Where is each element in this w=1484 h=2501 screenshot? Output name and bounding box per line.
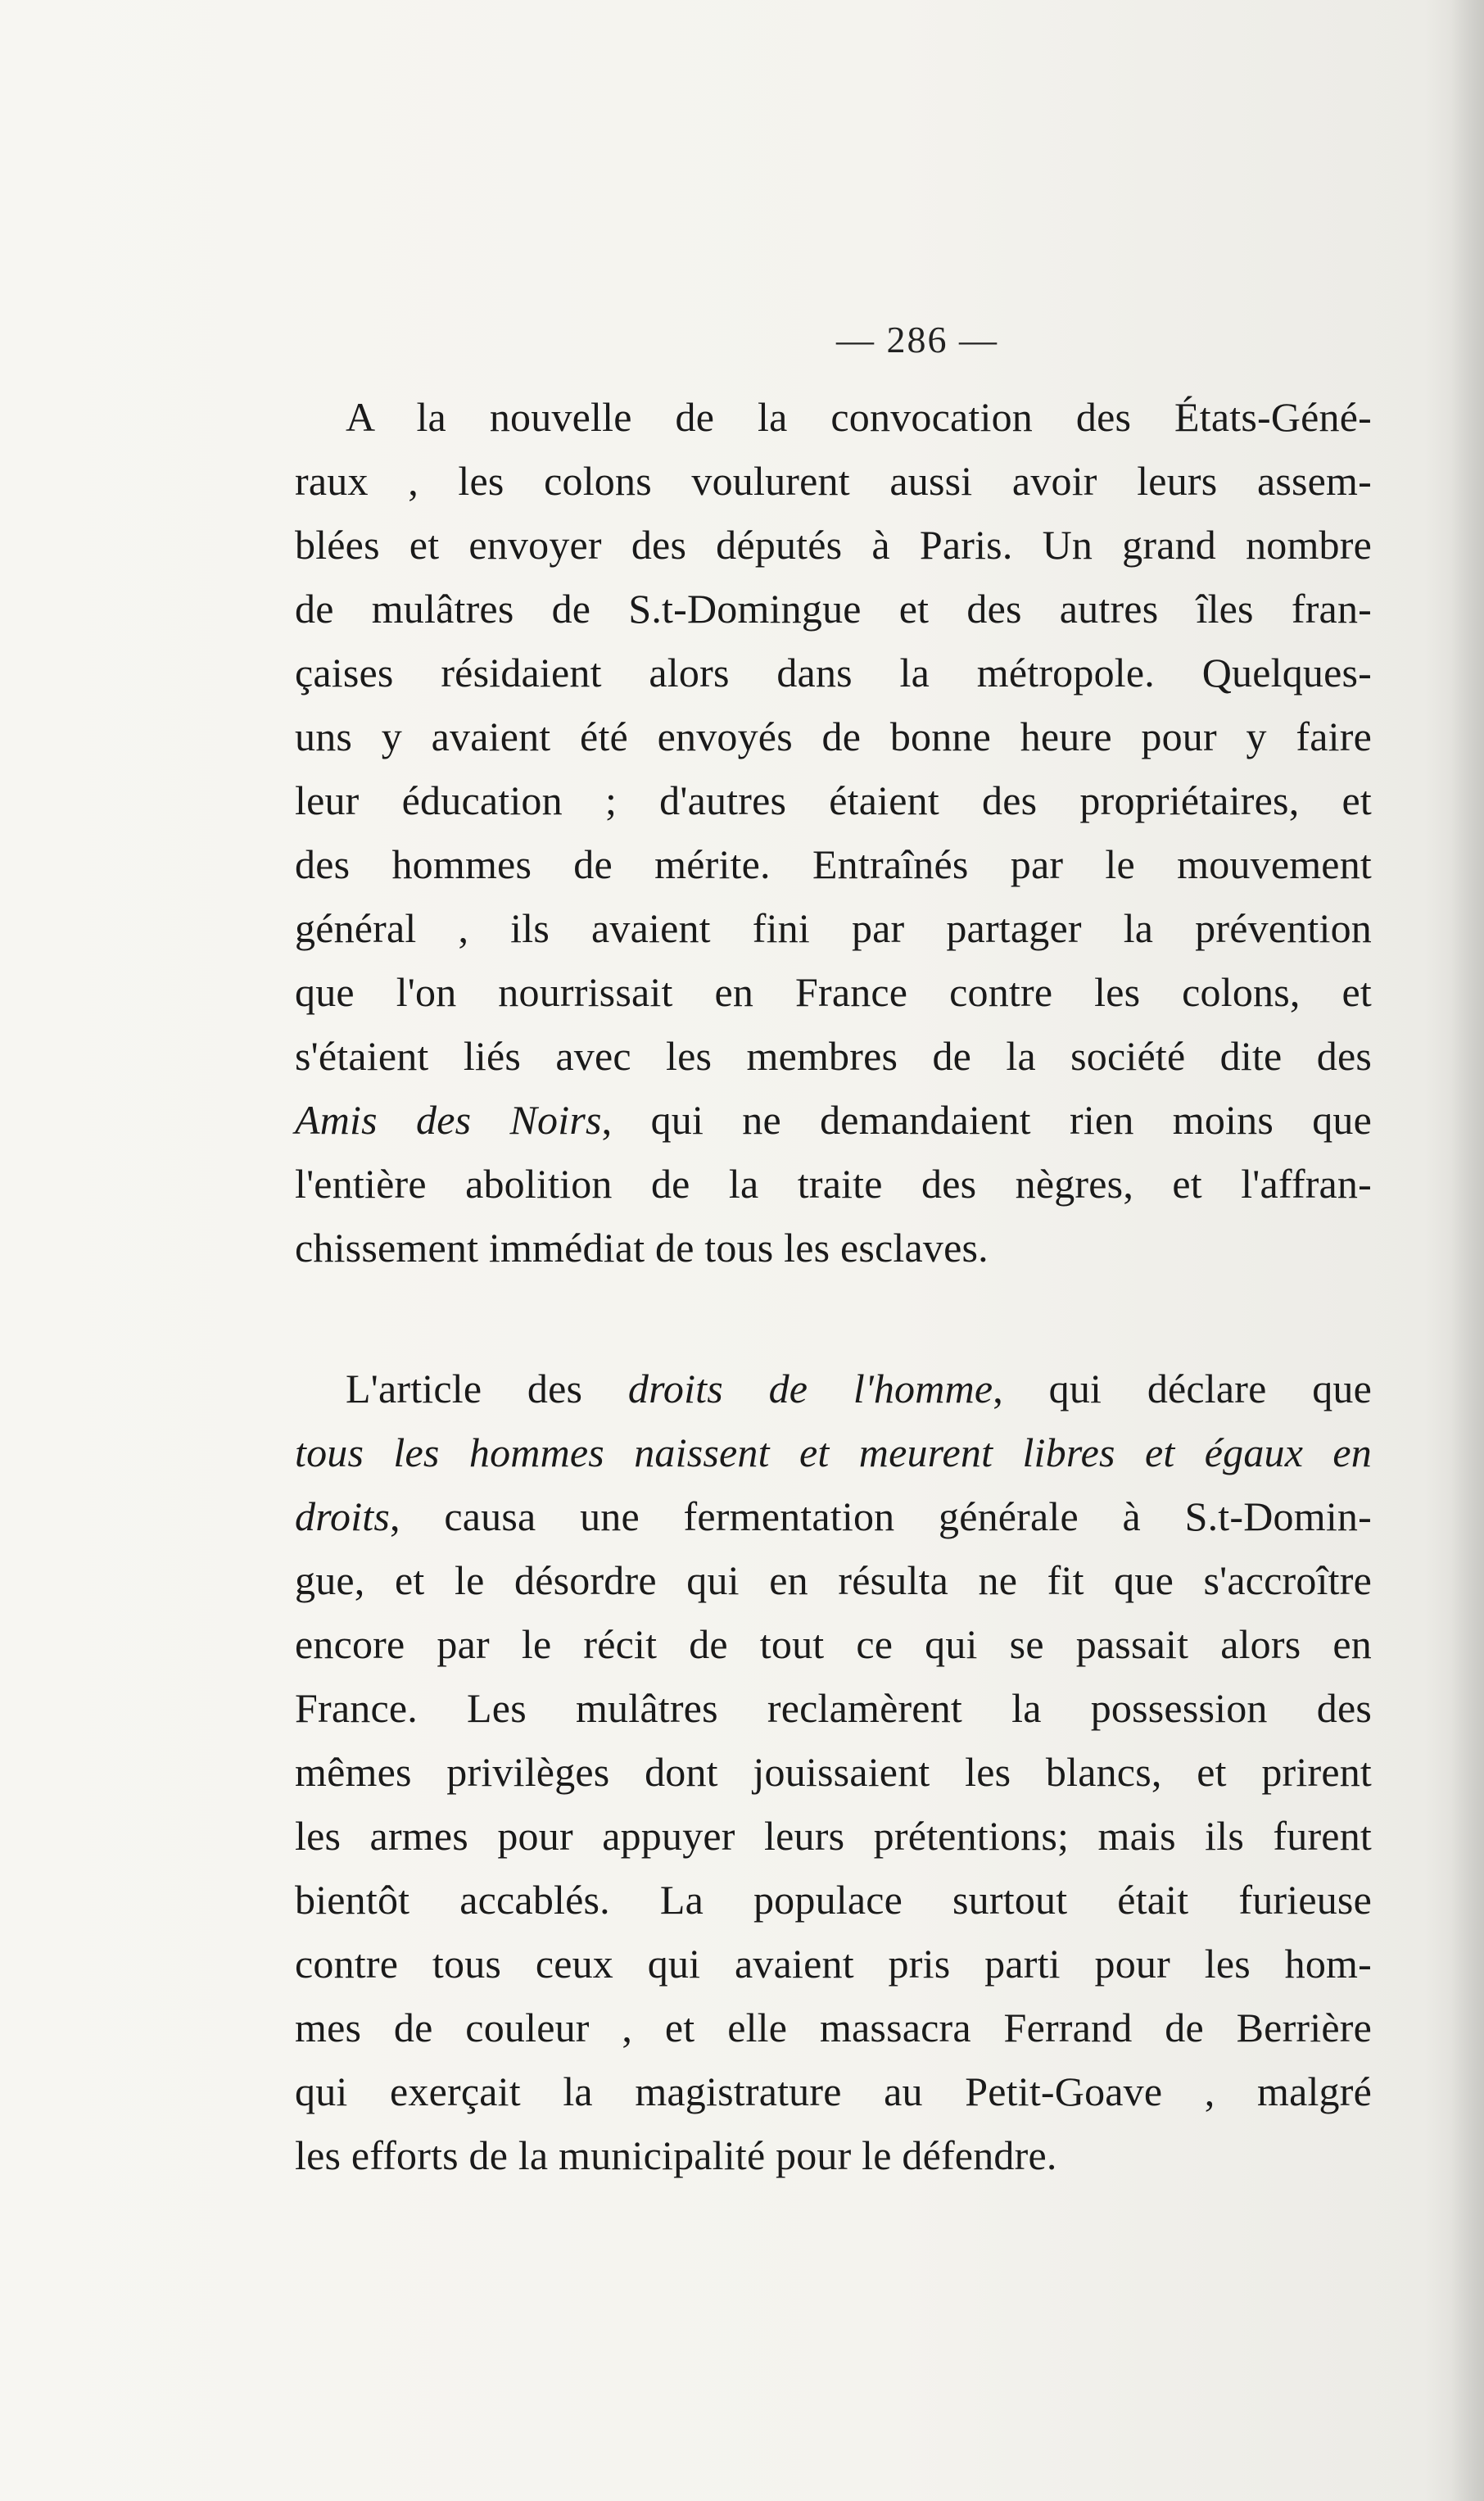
text-line: leur éducation ; d'autres étaient des propriétaires, et bbox=[295, 777, 1372, 823]
text-line bbox=[295, 1088, 1372, 1152]
text-line: les armes pour appuyer leurs prétentions; mais ils furent bbox=[295, 1813, 1372, 1859]
text-line: uns y avaient été envoyés de bonne heure pour y faire bbox=[295, 714, 1372, 759]
text-line: l'entière abolition de la traite des nègres, et l'affran- bbox=[295, 1161, 1372, 1207]
text-line: bientôt accablés. La populace surtout était furieuse bbox=[295, 1877, 1372, 1923]
text-line: blées et envoyer des députés à Paris. Un grand nombre bbox=[295, 522, 1372, 568]
text-line: gue, et le désordre qui en résulta ne fit que s'accroître bbox=[295, 1557, 1372, 1603]
text-line: encore par le récit de tout ce qui se passait alors en bbox=[295, 1621, 1372, 1667]
text-line: mes de couleur , et elle massacra Ferrand de Berrière bbox=[295, 2005, 1372, 2050]
text-line: raux , les colons voulurent aussi avoir leurs assem- bbox=[295, 458, 1372, 504]
text-line: contre tous ceux qui avaient pris parti pour les hom- bbox=[295, 1941, 1372, 1987]
text-line: mêmes privilèges dont jouissaient les blancs, et prirent bbox=[295, 1749, 1372, 1795]
text-line bbox=[295, 1484, 1372, 1548]
paragraph-2 bbox=[295, 1357, 1372, 2187]
text-line: chissement immédiat de tous les esclaves. bbox=[295, 1225, 989, 1271]
text-fragment: , causa une fermentation générale à S.t-Domin- bbox=[390, 1493, 1372, 1539]
text-line: A la nouvelle de la convocation des États-Géné- bbox=[346, 394, 1372, 440]
text-line: çaises résidaient alors dans la métropole. Quelques- bbox=[295, 650, 1372, 695]
text-fragment: , qui ne demandaient rien moins que bbox=[601, 1097, 1372, 1143]
text-line: s'étaient liés avec les membres de la société dite des bbox=[295, 1033, 1372, 1079]
text-line: des hommes de mérite. Entraînés par le mouvement bbox=[295, 841, 1372, 887]
text-line: les efforts de la municipalité pour le défendre. bbox=[295, 2132, 1057, 2178]
text-line: tous les hommes naissent et meurent libres et égaux en bbox=[295, 1429, 1372, 1475]
text-line bbox=[295, 1357, 1372, 1420]
text-fragment: , qui déclare que bbox=[993, 1366, 1373, 1411]
page-number: — 286 — bbox=[836, 319, 998, 360]
text-line: France. Les mulâtres reclamèrent la possession des bbox=[295, 1685, 1372, 1731]
text-line: général , ils avaient fini par partager la prévention bbox=[295, 905, 1372, 951]
italic-title-amis-des-noirs: Amis des Noirs bbox=[295, 1097, 602, 1143]
page-edge-shadow bbox=[1451, 0, 1484, 2501]
paragraph-1 bbox=[295, 385, 1372, 1280]
italic-droits: droits bbox=[295, 1493, 391, 1539]
text-line: de mulâtres de S.t-Domingue et des autres îles fran- bbox=[295, 586, 1372, 632]
italic-droits-de-l-homme: droits de l'homme bbox=[627, 1366, 993, 1411]
text-line: que l'on nourrissait en France contre les colons, et bbox=[295, 969, 1372, 1015]
text-line: qui exerçait la magistrature au Petit-Goave , malgré bbox=[295, 2068, 1372, 2114]
body-text bbox=[295, 385, 1372, 2187]
paragraph-gap bbox=[295, 1280, 1372, 1357]
text-fragment: L'article des bbox=[346, 1366, 628, 1411]
